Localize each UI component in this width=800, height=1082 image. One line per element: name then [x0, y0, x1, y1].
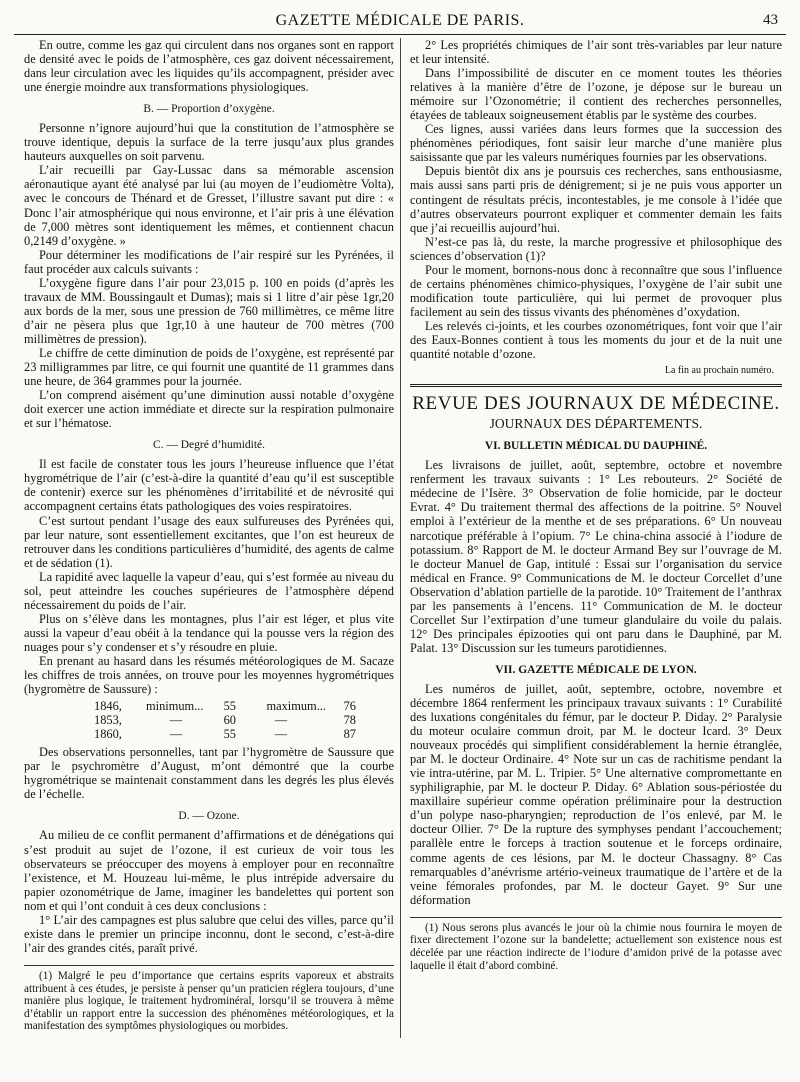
continuation-note: La fin au prochain numéro.: [664, 365, 774, 377]
paragraph: Pour le moment, bornons-nous donc à reconnaître que sous l’influence de certains phénomènes chimico-physiques, l’oxygène de l’air subit une modification toute particulière, qui lui permet de provoquer plus facilement au sein des tissus vivants des phénomènes d’oxydation.: [410, 262, 782, 319]
journal-title: GAZETTE MÉDICALE DE PARIS.: [275, 12, 525, 29]
footnote: (1) Nous serons plus avancés le jour où la chimie nous fournira le moyen de fixer directement l’ozone sur la bandelette; actuellement son existence nous est décelée par une réaction indirecte de l’iodure d’amidon privé de la potasse avec laquelle il était d’abord combiné.: [410, 921, 782, 972]
paragraph: La rapidité avec laquelle la vapeur d’eau, qui s’est formée au niveau du sol, peut atteindre les couches supérieures de l’atmosphère dépend nécessairement du poids de l’air.: [24, 569, 394, 612]
left-column: [24, 38, 394, 1033]
paragraph: 1° L’air des campagnes est plus salubre que celui des villes, parce qu’il existe dans le premier un principe inconnu, dont le second, c’est-à-dire l’air des grandes cités, paraît privé.: [24, 912, 394, 955]
right-column: [410, 38, 782, 972]
paragraph: Pour déterminer les modifications de l’air respiré sur les Pyrénées, il faut procéder aux calculs suivants :: [24, 247, 394, 276]
paragraph: Personne n’ignore aujourd’hui que la constitution de l’atmosphère se trouve identique, depuis la surface de la terre jusqu’aux plus grandes hauteurs auxquelles on soit parvenu.: [24, 121, 394, 164]
section-divider: [410, 384, 782, 387]
footnote: (1) Malgré le peu d’importance que certains esprits vaporeux et abstraits attribuent à ces études, je persiste à penser qu’un praticien réglera toujours, d’une manière plus logique, le traitement hydrominéral, lorsqu’il se trouvera à même d’établir un rapport entre la succession des phénomènes météorologiques, et la manifestation des symptômes physiologiques ou morbides.: [24, 969, 394, 1033]
paragraph: Les relevés ci-joints, et les courbes ozonométriques, font voir que l’air des Eaux-Bonnes contient à tous les moments du jour et de la nuit une quantité notable d’ozone.: [410, 318, 782, 362]
journal-heading-dauphine: VI. BULLETIN MÉDICAL DU DAUPHINÉ.: [484, 440, 708, 453]
paragraph: L’on comprend aisément qu’une diminution aussi notable d’oxygène doit exercer une action immédiate et directe sur la respiration pulmonaire et sur l’hématose.: [24, 388, 394, 431]
hygrometry-table: [94, 699, 394, 741]
column-divider: [400, 38, 401, 1038]
paragraph: Dans l’impossibilité de discuter en ce moment toutes les théories relatives à la manière d’être de l’ozone, je dépose sur le bureau un mémoire sur l’Ozonométrie; il contient des recherches personnelles, étayées de tableaux soigneusement établis par le système des courbes.: [410, 66, 782, 123]
paragraph: L’oxygène figure dans l’air pour 23,015 p. 100 en poids (d’après les travaux de MM. Boussingault et Dumas); mais si 1 litre d’air pèse 1gr,20 aux bords de la mer, sous une pression de 760 millimètres, ce même litre d’air ne pèsera plus que 1gr,10 à une hauteur de 700 mètres (700 millimètres de pression).: [24, 275, 394, 346]
paragraph: Des observations personnelles, tant par l’hygromètre de Saussure que par le psychromètre d’August, m’ont démontré que la courbe hygrométrique se maintenait constamment dans les degrés les plus élevés de l’échelle.: [24, 745, 394, 802]
paragraph: En prenant au hasard dans les résumés météorologiques de M. Sacaze les chiffres de trois années, on trouve pour les moyennes hygrométriques (hygromètre de Saussure) :: [24, 653, 394, 697]
review-subtitle: JOURNAUX DES DÉPARTEMENTS.: [489, 416, 703, 432]
running-header: [14, 8, 786, 35]
footnote-rule: [410, 917, 782, 918]
paragraph: Ces lignes, aussi variées dans leurs formes que la succession des phénomènes périodiques, font saisir leur marche d’une manière plus saisissante que par les valeurs numériques fournies par les observations.: [410, 122, 782, 165]
paragraph: Depuis bientôt dix ans je poursuis ces recherches, sans enthousiasme, mais aussi sans parti pris de dénigrement; si je ne puis vous apporter un contingent de résultats précis, incontestables, je me console à l’idée que d’autres observateurs pourront expliquer et commenter demain les faits que j’ai recueillis aujourd’hui.: [410, 164, 782, 235]
section-heading-oxygen: B. — Proportion d’oxygène.: [143, 103, 275, 116]
paragraph: En outre, comme les gaz qui circulent dans nos organes sont en rapport de densité avec le poids de l’atmosphère, ces gaz doivent nécessairement, dans leur circulation avec les liquides qu’ils accompagnent, présider avec une énergie moindre aux transformations physiologiques.: [24, 38, 394, 95]
paragraph: Au milieu de ce conflit permanent d’affirmations et de dénégations qui s’est produit au sujet de l’ozone, il est curieux de voir tous les observateurs se préoccuper des moyens à employer pour en reconnaître l’existence, et M. Houzeau lui-même, le plus intrépide adversaire du papier ozonométrique de Jame, imaginer les bandelettes qui portent son nom et qui l’ont conduit à ces deux conclusions :: [24, 828, 394, 913]
paragraph: C’est surtout pendant l’usage des eaux sulfureuses des Pyrénées qui, par leur nature, sont essentiellement excitantes, que l’on est heureux de retrouver dans les conditions particulières d’humidité, des agents de calme et de sédation (1).: [24, 513, 394, 570]
paragraph: Les livraisons de juillet, août, septembre, octobre et novembre renferment les travaux suivants : 1° Les rebouteurs. 2° Société de médecine de l’Isère. 3° Observation de folie homicide, par le docteur Evrat. 4° Du traitement thermal des affections de la poitrine. 5° Nouvel emploi à l’extérieur de la menthe et de ses préparations. 6° Un nouveau narcotique préférable à l’opium. 7° Le china-china associé à l’iodure de potassium. 8° Rapport de M. le docteur Armand Bey sur l’ouvrage de M. le docteur Manuel de Gap, intitulé : Essai sur l’organisation du service médical en France. 9° Communications de M. le docteur Corcellet d’une Observation d’ablation partielle de la parotide. 10° Traitement de l’anthrax par les pansements à l’encens. 11° Communication de M. le docteur Corcellet Sur l’extirpation d’une tumeur glandulaire du voile du palais. 12° Des principales épizooties qui ont paru dans le Dauphiné, par M. Palat. 13° Discussion sur les tumeurs parotidiennes.: [410, 458, 782, 655]
page-number: 43: [763, 12, 778, 28]
table-row: 1860, — 55 — 87: [94, 727, 356, 742]
section-heading-humidity: C. — Degré d’humidité.: [152, 439, 266, 452]
paragraph: Les numéros de juillet, août, septembre, octobre, novembre et décembre 1864 renferment les principaux travaux suivants : 1° Curabilité des luxations congénitales du fémur, par le docteur P. Diday. 2° Paralysie du moteur oculaire commun droit, par M. le docteur Icard. 3° Deux nouveaux procédés qui simplifient considérablement la hernie étranglée, par M. le docteur Ordinaire. 4° Note sur un cas de rachitisme pendant la vie intra-utérine, par M. L. Tripier. 5° Une alternative compromettante en syphiligraphie, par M. le docteur P. Diday. 6° Ablation sous-périostée du maxillaire supérieur comme opération préliminaire pour la destruction d’un polype naso-pharyngien; reproduction de l’os enlevé, par M. le docteur Ollier. 7° De la rupture des symphyses pendant l’accouchement; parallèle entre le forceps à traction soutenue et le forceps ordinaire, comme agents de ces lésions, par M. le docteur Chassagny. 8° Cas remarquables d’anévrisme artério-veineux traumatique de l’artère et de la veine fémorales profondes, par M. le docteur Gayet. 9° Sur une déformation: [410, 681, 782, 907]
journal-heading-lyon: VII. GAZETTE MÉDICALE DE LYON.: [495, 663, 697, 676]
table-row: 1846, minimum... 55 maximum... 76: [94, 699, 356, 714]
paragraph: Le chiffre de cette diminution de poids de l’oxygène, est représenté par 23 milligrammes par litre, ce qui fournit une quantité de 11 grammes dans une heure, de 364 grammes pour la journée.: [24, 345, 394, 389]
table-row: 1853, — 60 — 78: [94, 713, 356, 728]
paragraph: L’air recueilli par Gay-Lussac dans sa mémorable ascension aéronautique ayant été analysé par lui (au moyen de l’eudiomètre Volta), avec le concours de Thénard et de Gresset, l’illustre savant put dire : « Donc l’air atmosphérique qui nous environne, et l’air pris à une élévation de 7,000 mètres sont identiquement les mêmes, et contiennent chacun 0,2149 d’oxygène. »: [24, 163, 394, 248]
review-title: REVUE DES JOURNAUX DE MÉDECINE.: [412, 393, 780, 415]
paragraph: Plus on s’élève dans les montagnes, plus l’air est léger, et plus vite aussi la vapeur d’eau obéit à la tendance qui la pousse vers la région des nuages pour s’y condenser et s’y résoudre en pluie.: [24, 611, 394, 654]
paragraph: N’est-ce pas là, du reste, la marche progressive et philosophique des sciences d’observation (1)?: [410, 234, 782, 263]
footnote-rule: [24, 965, 394, 966]
paragraph: Il est facile de constater tous les jours l’heureuse influence que l’état hygrométrique de l’air (c’est-à-dire la quantité d’eau qu’il est susceptible de contenir) exerce sur les phénomènes d’irritabilité et de névrosité qui accompagnent certains états pathologiques des voies respiratoires.: [24, 457, 394, 514]
paragraph: 2° Les propriétés chimiques de l’air sont très-variables par leur nature et leur intensité.: [410, 38, 782, 67]
section-heading-ozone: D. — Ozone.: [178, 810, 240, 823]
